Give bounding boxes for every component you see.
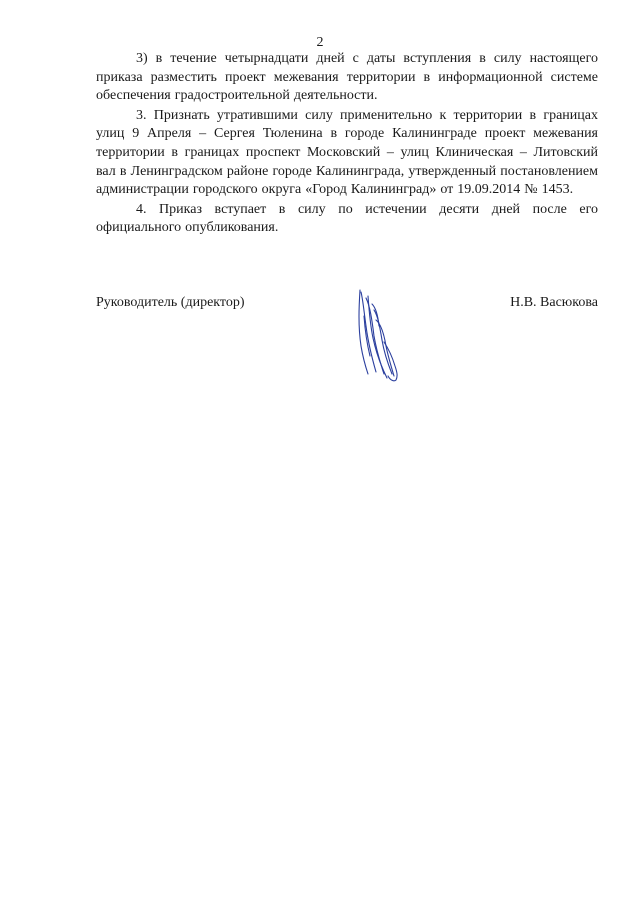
signer-position: Руководитель (директор)	[96, 295, 245, 310]
paragraph-item-4-effective-date: 4. Приказ вступает в силу по истечении десяти дней после его официального опубликования.	[96, 201, 598, 236]
signer-name: Н.В. Васюкова	[510, 295, 598, 310]
page-number: 2	[316, 35, 324, 50]
handwritten-signature	[354, 286, 404, 386]
paragraph-item-3-repeal: 3. Признать утратившими силу применительно к территории в границах улиц 9 Апреля – Сергея Тюленина в городе Калининграде проект межевания территории в границах проспект Московский – улиц Клиническая – Литовский вал в Ленинградском районе городе Калининграда, утвержденный постановлением администрации городского округа «Город Калининград» от 19.09.2014 № 1453.	[96, 107, 598, 198]
paragraph-item-3-subpoint-3: 3) в течение четырнадцати дней с даты вступления в силу настоящего приказа разместить проект межевания территории в информационной системе обеспечения градостроительной деятельности.	[96, 51, 598, 104]
document-body	[96, 50, 598, 239]
signature-block	[96, 294, 598, 394]
